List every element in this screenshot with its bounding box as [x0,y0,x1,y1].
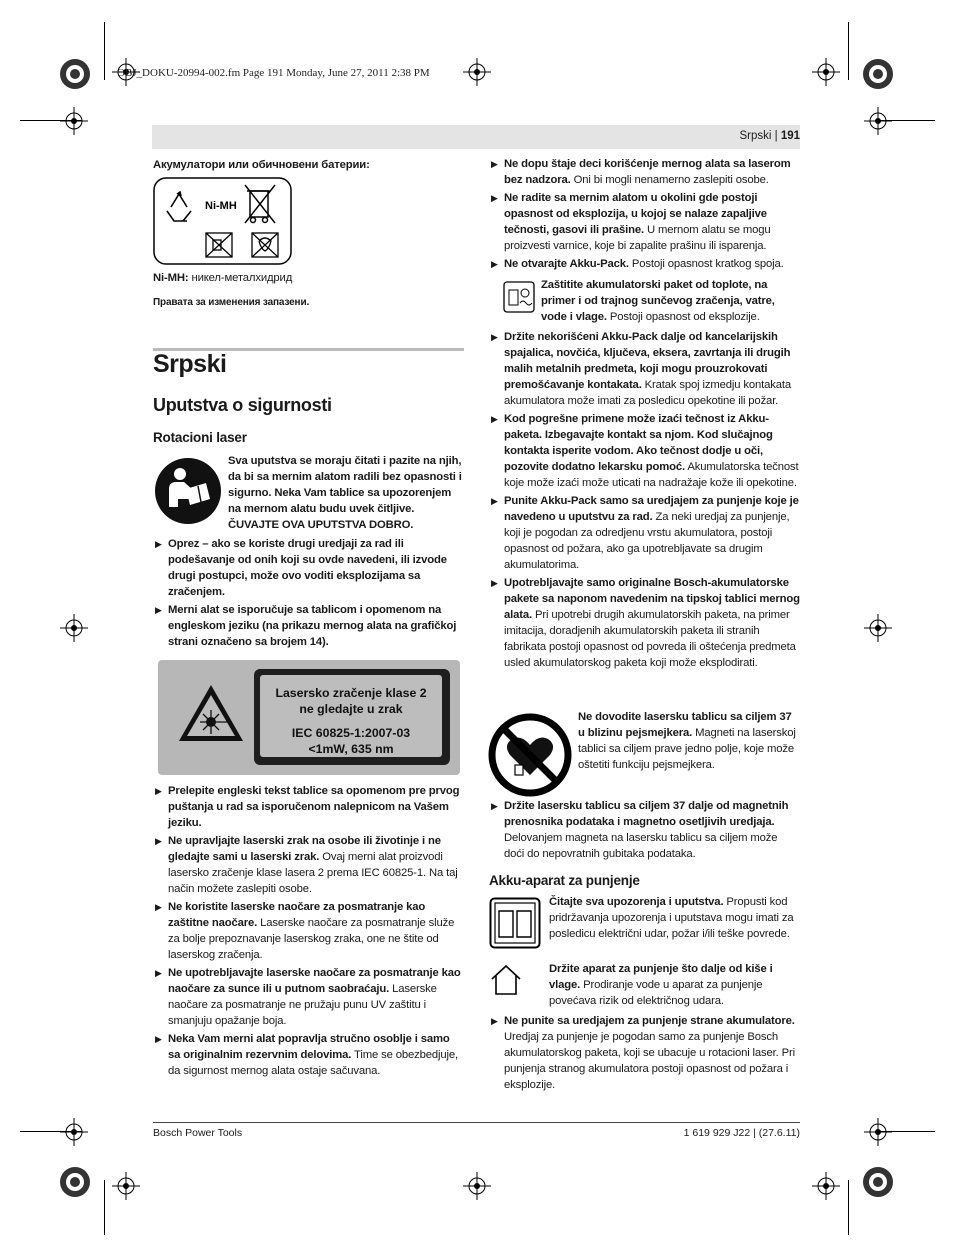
battery-heading: Акумулатори или обичновени батерии: [153,159,370,171]
crosshair-bottom-center [463,1172,491,1200]
list-item: ▶ Ne upravljajte laserski zrak na osobe ili životinje i ne gledajte sami u laserski zrak. Ovaj merni alat proizvodi lasersko zračenje klase lasera 2 prema IEC 60825-1. Na taj način možete zaslepiti osobe. [155,835,458,895]
list-item: ▶ Ne upotrebljavajte laserske naočare za posmatranje kao naočare za sunce ili u putnom saobraćaju. Laserske naočare za posmatranje ne pružaju punu UV zaštitu i smanjuju opažanje boja. [155,967,461,1027]
footer-brand: Bosch Power Tools [153,1127,243,1139]
crosshair-left-2 [60,1118,88,1146]
heat-warning: Zaštitite akumulatorski paket od toplote, na primer i od trajnog sunčevog zračenja, vatre, vode i vlage. Postoji opasnost od eksplozije. [541,279,775,323]
crosshair-top-center [463,58,491,86]
list-item: ▶ Ne otvarajte Akku-Pack. Postoji opasnost kratkog spoja. [491,258,784,270]
indoor-use-house-icon [489,963,523,997]
crosshair-top-2 [812,58,840,86]
list-item: ▶ Merni alat se isporučuje sa tablicom i opomenom na engleskom jeziku (na prikazu mernog alata na grafičkoj strani označeno sa brojem 14). [155,604,457,648]
warning-label-plate [254,669,450,765]
trim-line [20,120,82,121]
read-instructions-warning: Čitajte sva upozorenja i uputstva. Propusti kod pridržavanja upozorenja i uputstava mogu imati za posledicu električni udar, požar i/ili teške povrede. [549,896,794,940]
trim-line [848,22,849,80]
crosshair-left-mid [60,614,88,642]
sign-line-2: ne gledajte u zrak [299,702,403,716]
crosshair-right-1 [864,107,892,135]
header-language: Srpski [739,130,772,142]
no-pacemaker-icon [488,713,572,797]
trim-line [104,22,105,80]
list-item: ▶ Punite Akku-Pack samo sa uredjajem za punjenje koje je navedeno u uputstvu za rad. Za neki uredjaj za punjenje, koji je pogodan za odredjenu vrstu akumulatora, postoji opasnost od požara, ako ga upotrebljavate sa drugim akumulatorima. [491,495,799,571]
list-item: ▶ Prelepite engleski tekst tablice sa opomenom pre prvog puštanja u rad sa isporučenom nalepnicom na Vašem jeziku. [155,785,460,829]
left-list-2 [153,783,464,1081]
sign-line-4: <1mW, 635 nm [308,742,394,756]
footer-docnum: 1 619 929 J22 | (27.6.11) [683,1127,800,1139]
list-item: ▶ Oprez – ako se koriste drugi uredjaji za rad ili podešavanje od onih koji su ovde navedeni, ili izvode drugi postupci, može ovo voditi eksplozijama sa zračenjem. [155,538,447,598]
page-number: 191 [780,130,800,142]
footer-rule [153,1122,800,1123]
trim-line [20,1131,82,1132]
heat-protection-icon [503,281,535,313]
left-list-1 [153,536,464,652]
running-header: Srpski | 191 [739,130,800,142]
list-item: ▶ Kod pogrešne primene može izaći tečnost iz Akku-paketa. Izbegavajte kontakt sa njom. Kod slučajnog kontakta isperite vodom. Ako tečnost dodje u oči, pozovite dodatno lekarsku pomoć. Akumulatorska tečnost koje može izaći može uticati na nadražaje kože ili opekotine. [491,413,799,489]
sign-line-3: IEC 60825-1:2007-03 [291,726,411,740]
laser-hazard-icon [176,682,246,744]
list-item: ▶ Neka Vam merni alat popravlja stručno osoblje i samo sa originalnim rezervnim delovima. Time se obezbedjuje, da sigurnost mernog alata ostaje sačuvana. [155,1033,458,1077]
section-rotary-laser: Rotacioni laser [153,430,247,445]
list-item: ▶ Ne punite sa uredjajem za punjenje strane akumulatore. Uredjaj za punjenje je pogodan samo za punjenje Bosch akumulatorskog paketa, koji se ubacuje u rotacioni laser. Pri punjenja stranog akumulatora postoji opasnost od požara i eksplozije. [491,1015,796,1091]
section-charger: Akku-aparat za punjenje [489,873,640,888]
crosshair-right-mid [864,614,892,642]
crosshair-left-1 [60,107,88,135]
nimh-legend: Ni-MH: никел-металхидрид [153,272,293,284]
battery-disposal-icons [153,177,292,265]
crop-rosette-bottom-right [862,1166,894,1198]
crosshair-bottom-2 [812,1172,840,1200]
list-item: ▶ Ne koristite laserske naočare za posmatranje kao zaštitne naočare. Laserske naočare za posmatranje služe za bolje prepoznavanje laserskog zraka, one ne štite od laserskog zračenja. [155,901,455,961]
rain-warning: Držite aparat za punjenje što dalje od kiše i vlage. Prodiranje vode u aparat za punjenje povećava rizik od električnog udara. [549,963,773,1007]
list-item: ▶ Upotrebljavajte samo originalne Bosch-akumulatorske pakete sa naponom navedenim na tipskoj tablici mernog alata. Pri upotrebi drugih akumulatorskih paketa, na primer imitacija, doradjenih akumulatorskih paketa ili stranih fabrikata postoji opasnost od povreda ili oštećenja predmeta usled akumulatorskog paketa koji može eksplodirati. [491,577,800,669]
right-list-4 [489,1013,800,1095]
trim-line [848,1180,849,1235]
list-item: ▶ Držite lasersku tablicu sa ciljem 37 dalje od magnetnih prenosnika podataka i magnetno osetljivih uredjaja. Delovanjem magneta na lasersku tablicu sa ciljem može doći do nepovratnih gubitaka podataka. [491,800,789,860]
trim-line [875,120,935,121]
file-info: OBJ_DOKU-20994-002.fm Page 191 Monday, June 27, 2011 2:38 PM [117,67,430,79]
laser-warning-sign [158,660,460,775]
list-item: ▶ Držite nekorišćeni Akku-Pack dalje od kancelarijskih spajalica, novčića, ključeva, eksera, zavrtanja ili drugih malih metalnih predmeta, koji mogu prouzrokovati premošćavanje kontakata. Kratak spoj izmedju kontakata akumulatora može imati za posledicu opekotine ili požar. [491,331,792,407]
right-list-1 [489,156,800,274]
rights-reserved: Правата за изменения запазени. [153,297,310,308]
crosshair-right-2 [864,1118,892,1146]
read-manual-icon [154,457,222,525]
list-item: ▶ Ne radite sa mernim alatom u okolini gde postoji opasnost od eksplozija, u kojoj se nalaze zapaljive tečnosti, gasovi ili prašine. U mernom alatu se mogu proizvesti varnice, koje bi zapalite prašinu ili isparenja. [491,192,771,252]
trim-line [875,1131,935,1132]
trim-line [104,1180,105,1235]
intro-text: Sva uputstva se moraju čitati i pazite na njih, da bi sa mernim alatom radili bez opasnosti i sigurno. Neka Vam tablice sa upozorenjem na mernom alatu budu uvek čitljive. ČUVAJTE OVA UPUTSTVA DOBRO. [228,455,462,531]
right-list-3 [489,798,800,864]
safety-title: Uputstva o sigurnosti [153,395,332,415]
read-instructions-book-icon [489,897,541,949]
crop-rosette-top-left [59,58,91,90]
list-item: ▶ Ne dopu štaje deci korišćenje mernog alata sa laserom bez nadzora. Oni bi mogli nenamerno zaslepiti osobe. [491,158,791,186]
crop-rosette-bottom-left [59,1166,91,1198]
language-title: Srpski [153,350,227,378]
nimh-badge: Ni-MH [205,200,237,212]
header-bar [152,125,800,149]
crosshair-bottom-1 [112,1172,140,1200]
crop-rosette-top-right [862,58,894,90]
sign-line-1: Lasersko zračenje klase 2 [275,686,427,700]
pacemaker-warning: Ne dovodite lasersku tablicu sa ciljem 37 u blizinu pejsmejkera. Magneti na laserskoj tablici sa ciljem prave jedno polje, koje može oštetiti funkciju pejsmejkera. [578,711,796,771]
right-list-2 [489,329,800,673]
